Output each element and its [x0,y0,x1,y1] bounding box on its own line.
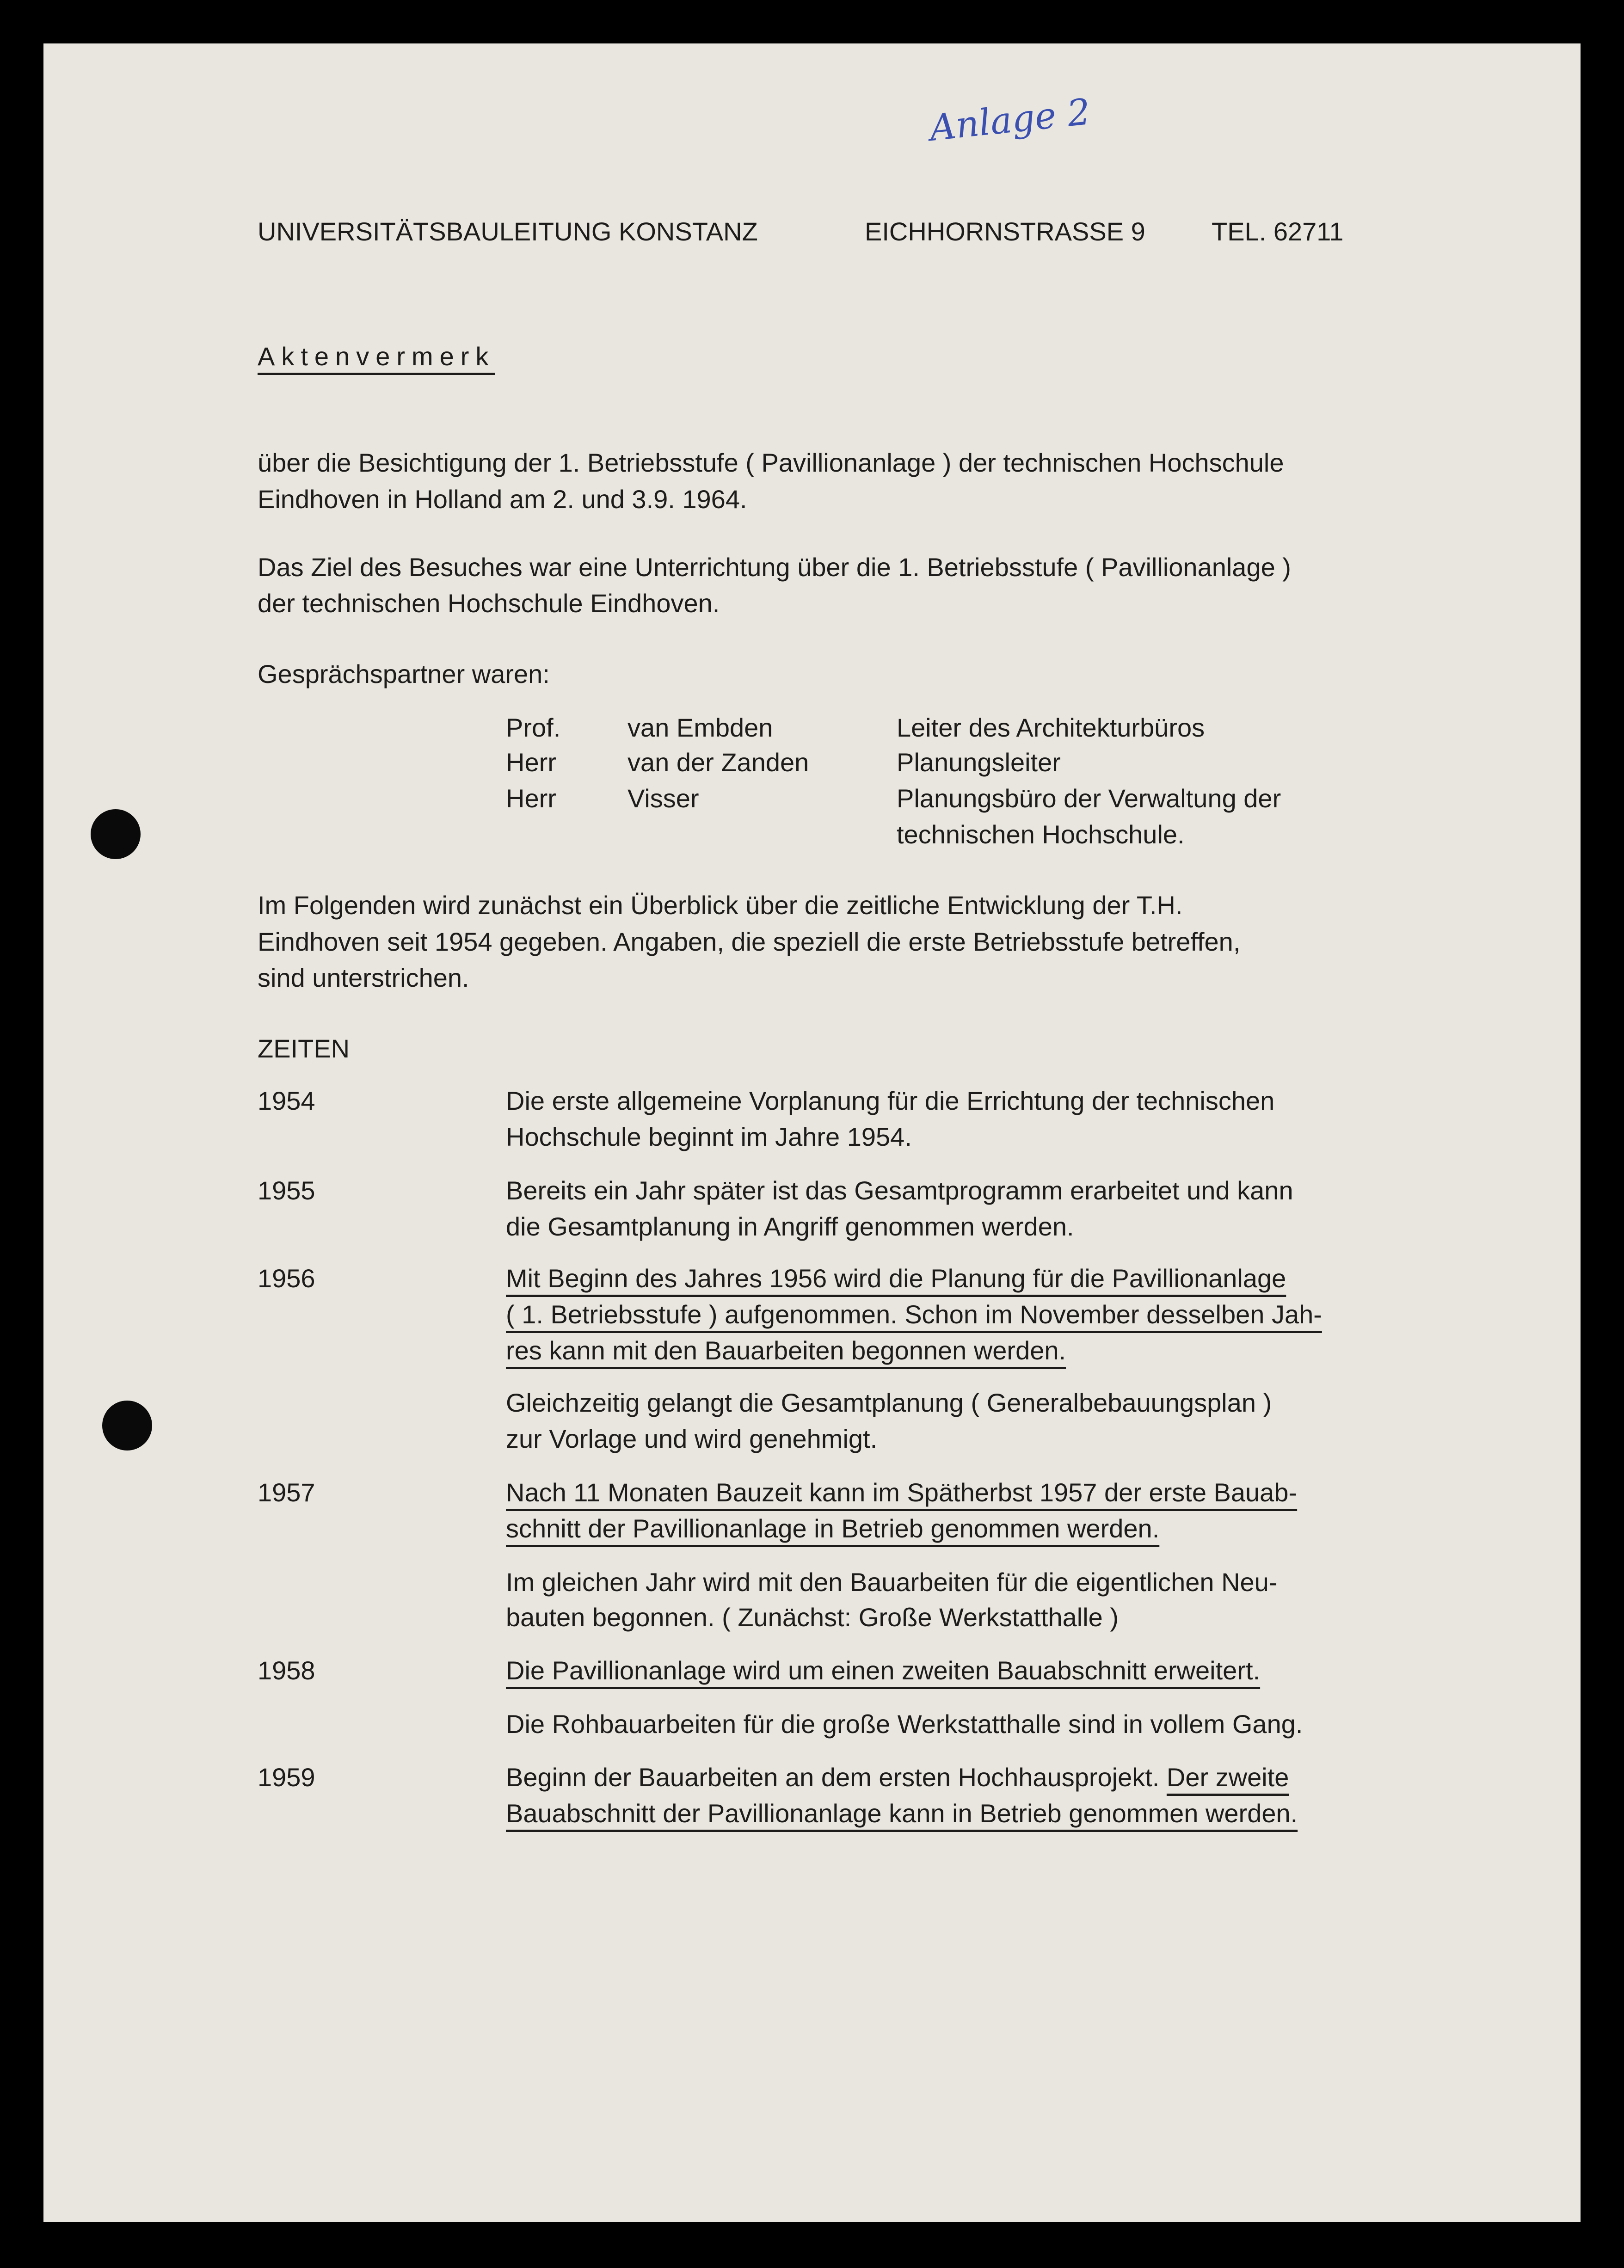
timeline-year: 1959 [258,1763,315,1792]
overview-line: Im Folgenden wird zunächst ein Überblick über die zeitliche Entwicklung der T.H. [258,891,1183,920]
header-organization: UNIVERSITÄTSBAULEITUNG KONSTANZ [258,217,758,246]
overview-line: sind unterstrichen. [258,963,469,992]
timeline-line-underlined: ( 1. Betriebsstufe ) aufgenommen. Schon im November desselben Jah- [506,1300,1322,1329]
partner-title: Prof. [506,713,561,742]
timeline-line: zur Vorlage und wird genehmigt. [506,1424,878,1453]
partner-role: Leiter des Architekturbüros [897,713,1205,742]
intro-line: über die Besichtigung der 1. Betriebsstufe ( Pavillionanlage ) der technischen Hochschule [258,448,1284,477]
partner-name: van der Zanden [627,748,809,777]
timeline-year: 1954 [258,1086,315,1115]
timeline-line: die Gesamtplanung in Angriff genommen werden. [506,1212,1074,1241]
timeline-year: 1957 [258,1478,315,1507]
partner-name: van Embden [627,713,773,742]
partner-role: Planungsleiter [897,748,1061,777]
timeline-line: Hochschule beginnt im Jahre 1954. [506,1122,912,1151]
punch-hole [102,1401,152,1451]
timeline-year: 1956 [258,1264,315,1293]
timeline-year: 1955 [258,1176,315,1205]
timeline-line: Die erste allgemeine Vorplanung für die Errichtung der technischen [506,1086,1275,1115]
timeline-line: bauten begonnen. ( Zunächst: Große Werkstatthalle ) [506,1603,1119,1632]
intro-line: Eindhoven in Holland am 2. und 3.9. 1964. [258,485,747,514]
timeline-line-underlined: Nach 11 Monaten Bauzeit kann im Spätherbst 1957 der erste Bauab- [506,1478,1298,1507]
document-title: Aktenvermerk [258,342,495,371]
timeline-text-underlined: Der zweite [1166,1763,1289,1792]
overview-line: Eindhoven seit 1954 gegeben. Angaben, die speziell die erste Betriebsstufe betreffen, [258,927,1241,956]
timeline-line: Die Rohbauarbeiten für die große Werkstatthalle sind in vollem Gang. [506,1709,1303,1739]
partner-title: Herr [506,748,556,777]
timeline-line-underlined: Die Pavillionanlage wird um einen zweiten Bauabschnitt erweitert. [506,1656,1261,1685]
timeline-line: Bereits ein Jahr später ist das Gesamtprogramm erarbeitet und kann [506,1176,1293,1205]
punch-hole [91,809,141,859]
partner-name: Visser [627,784,699,813]
purpose-line: der technischen Hochschule Eindhoven. [258,589,720,618]
handwritten-annotation: Anlage 2 [928,91,1093,149]
timeline-line-underlined: Bauabschnitt der Pavillionanlage kann in Betrieb genommen werden. [506,1799,1298,1828]
timeline-year: 1958 [258,1656,315,1685]
timeline-line [506,1759,1289,1795]
partner-role: technischen Hochschule. [897,820,1185,849]
timeline-line: Gleichzeitig gelangt die Gesamtplanung ( Generalbebauungsplan ) [506,1388,1272,1417]
header-phone: TEL. 62711 [1212,217,1344,246]
partner-role: Planungsbüro der Verwaltung der [897,784,1281,813]
zeiten-heading: ZEITEN [258,1034,350,1063]
timeline-line-underlined: res kann mit den Bauarbeiten begonnen werden. [506,1336,1066,1365]
timeline-line-underlined: Mit Beginn des Jahres 1956 wird die Planung für die Pavillionanlage [506,1264,1286,1293]
timeline-text: Beginn der Bauarbeiten an dem ersten Hochhausprojekt. [506,1763,1167,1792]
timeline-line-underlined: schnitt der Pavillionanlage in Betrieb genommen werden. [506,1514,1160,1543]
purpose-line: Das Ziel des Besuches war eine Unterrichtung über die 1. Betriebsstufe ( Pavillionanlage ) [258,553,1291,582]
timeline-line: Im gleichen Jahr wird mit den Bauarbeiten für die eigentlichen Neu- [506,1567,1278,1597]
partners-label: Gesprächspartner waren: [258,659,550,688]
partner-title: Herr [506,784,556,813]
header-address: EICHHORNSTRASSE 9 [865,217,1145,246]
